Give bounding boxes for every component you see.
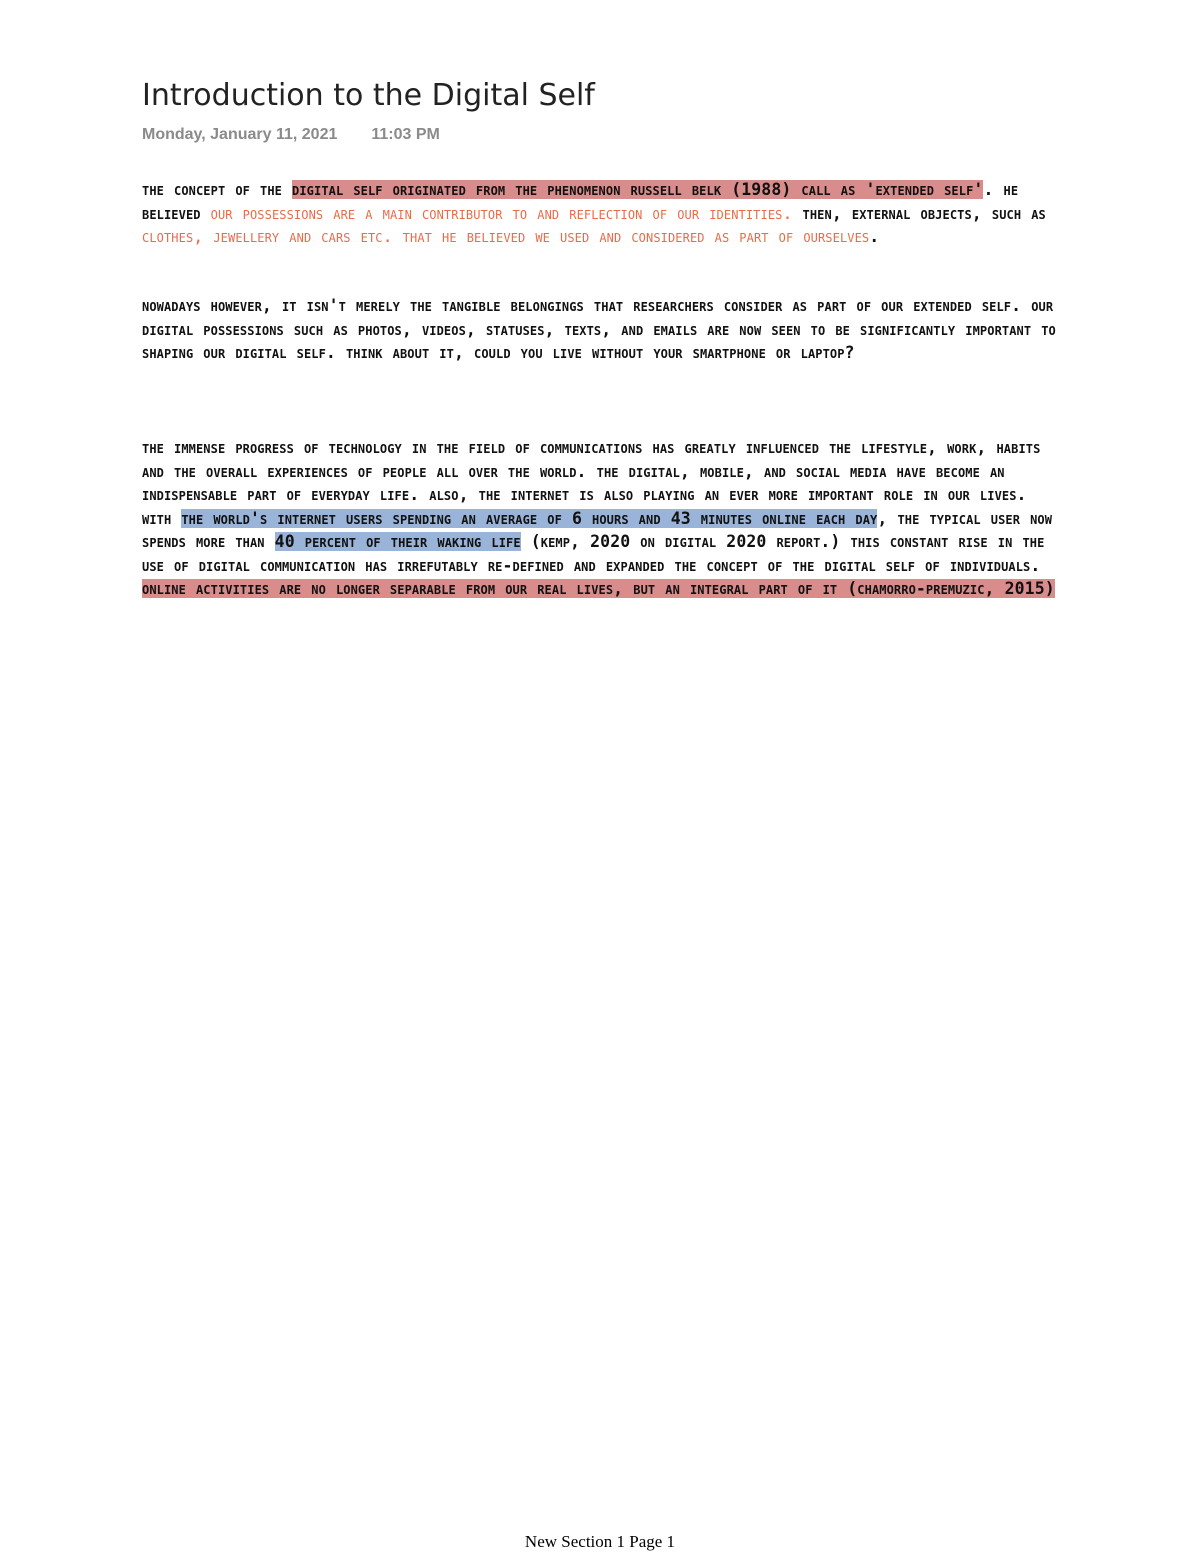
highlighted-text-red: online activities are no longer separable from our real lives, but an integral part of it (chamorro-premuzic, 2015)	[142, 579, 1055, 598]
text-run: the immense progress of technology in the field of communications has greatly influenced the lifestyle, work, habits and the overall experiences of people all over the world. the digital, mobile, and social media have become an indispensable part of everyday life. also, the internet is also playing an ever more important role in our lives. with	[142, 438, 1041, 528]
highlighted-text-blue: 40 percent of their waking life	[274, 532, 521, 551]
colored-text-orange: our possessions are a main contributor to and reflection of our identities.	[210, 203, 793, 223]
page-time: 11:03 PM	[371, 126, 440, 143]
highlighted-text-blue: the world's internet users spending an average of 6 hours and 43 minutes online each day	[181, 508, 878, 528]
text-run: the concept of the	[142, 180, 293, 199]
colored-text-orange: clothes, jewellery and cars etc. that he believed we used and considered as part of ourselves	[142, 227, 870, 246]
page-title: Introduction to the Digital Self	[142, 78, 595, 113]
text-run: (kemp, 2020 on digital 2020 report.) this constant rise in the use of digital communication has irrefutably re-defined and expanded the concept of the digital self of individuals.	[142, 532, 1045, 575]
text-run: nowadays however, it isn't merely the tangible belongings that researchers consider as part of our extended self. our digital possessions such as photos, videos, statuses, texts, and emails are now seen to be significantly important to shaping our digital self. think about it, could you live without your smartphone or laptop?	[142, 296, 1056, 362]
highlighted-text-red: digital self originated from the phenomenon russell belk (1988) call as 'extended self'	[292, 180, 984, 199]
page-footer: New Section 1 Page 1	[524, 1532, 676, 1551]
text-run: then, external objects, such as	[792, 203, 1046, 223]
paragraph-digital-possessions	[142, 294, 1057, 365]
page-timestamp	[142, 126, 440, 144]
text-run: . he believed	[142, 180, 1019, 223]
paragraph-technology-progress	[142, 436, 1057, 601]
page-date: Monday, January 11, 2021	[142, 126, 338, 143]
text-run: , the typical user now spends more than	[142, 508, 1053, 551]
text-run: .	[869, 227, 880, 246]
paragraph-extended-self	[142, 178, 1057, 249]
